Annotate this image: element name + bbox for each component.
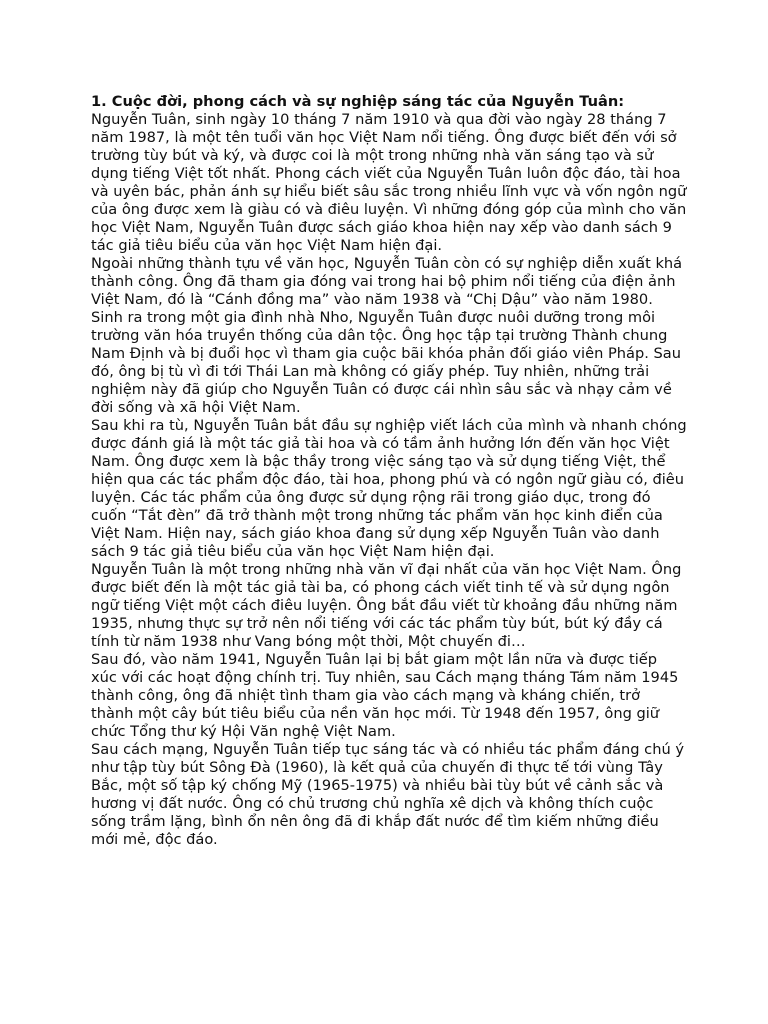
section-heading: 1. Cuộc đời, phong cách và sự nghiệp sáng tác của Nguyễn Tuân: bbox=[91, 93, 625, 110]
paragraph-later-works: Sau cách mạng, Nguyễn Tuân tiếp tục sáng tác và có nhiều tác phẩm đáng chú ý như tập tùy bút Sông Đà (1960), là kết quả của chuyến đi thực tế tới vùng Tây Bắc, một số tập ký chống Mỹ (1965-1975) và nhiều bài tùy bút về cảnh sắc và hương vị đất nước. Ông có chủ trương chủ nghĩa xê dịch và không thích cuộc sống trầm lặng, bình ổn nên ông đã đi khắp đất nước để tìm kiếm những điều mới mẻ, độc đáo. bbox=[91, 741, 684, 848]
paragraph-writing-career: Sau khi ra tù, Nguyễn Tuân bắt đầu sự nghiệp viết lách của mình và nhanh chóng được đánh giá là một tác giả tài hoa và có tầm ảnh hưởng lớn đến văn học Việt Nam. Ông được xem là bậc thầy trong việc sáng tạo và sử dụng tiếng Việt, thể hiện qua các tác phẩm độc đáo, tài hoa, phong phú và có ngôn ngữ giàu có, điêu luyện. Các tác phẩm của ông được sử dụng rộng rãi trong giáo dục, trong đó cuốn “Tắt đèn” đã trở thành một trong những tác phẩm văn học kinh điển của Việt Nam. Hiện nay, sách giáo khoa đang sử dụng xếp Nguyễn Tuân vào danh sách 9 tác giả tiêu biểu của văn học Việt Nam hiện đại. bbox=[91, 417, 687, 560]
paragraph-acting-career: Ngoài những thành tựu về văn học, Nguyễn Tuân còn có sự nghiệp diễn xuất khá thành công. Ông đã tham gia đóng vai trong hai bộ phim nổi tiếng của điện ảnh Việt Nam, đó là “Cánh đồng ma” vào năm 1938 và “Chị Dậu” vào năm 1980. bbox=[91, 255, 683, 308]
paragraph-early-life: Sinh ra trong một gia đình nhà Nho, Nguyễn Tuân được nuôi dưỡng trong môi trường văn hóa truyền thống của dân tộc. Ông học tập tại trường Thành chung Nam Định và bị đuổi học vì tham gia cuộc bãi khóa phản đối giáo viên Pháp. Sau đó, ông bị tù vì đi tới Thái Lan mà không có giấy phép. Tuy nhiên, những trải nghiệm này đã giúp cho Nguyễn Tuân có được cái nhìn sâu sắc và nhạy cảm về đời sống và xã hội Việt Nam. bbox=[91, 309, 681, 416]
paragraph-literary-style: Nguyễn Tuân là một trong những nhà văn vĩ đại nhất của văn học Việt Nam. Ông được biết đến là một tác giả tài ba, có phong cách viết tinh tế và sử dụng ngôn ngữ tiếng Việt một cách điêu luyện. Ông bắt đầu viết từ khoảng đầu những năm 1935, nhưng thực sự trở nên nổi tiếng với các tác phẩm tùy bút, bút ký đầy cá tính từ năm 1938 như Vang bóng một thời, Một chuyến đi… bbox=[91, 561, 682, 650]
paragraph-revolution: Sau đó, vào năm 1941, Nguyễn Tuân lại bị bắt giam một lần nữa và được tiếp xúc với các hoạt động chính trị. Tuy nhiên, sau Cách mạng tháng Tám năm 1945 thành công, ông đã nhiệt tình tham gia vào cách mạng và kháng chiến, trở thành một cây bút tiêu biểu của nền văn học mới. Từ 1948 đến 1957, ông giữ chức Tổng thư ký Hội Văn nghệ Việt Nam. bbox=[91, 651, 679, 740]
paragraph-biography: Nguyễn Tuân, sinh ngày 10 tháng 7 năm 1910 và qua đời vào ngày 28 tháng 7 năm 1987, là một tên tuổi văn học Việt Nam nổi tiếng. Ông được biết đến với sở trường tùy bút và ký, và được coi là một trong những nhà văn sáng tạo và sử dụng tiếng Việt tốt nhất. Phong cách viết của Nguyễn Tuân luôn độc đáo, tài hoa và uyên bác, phản ánh sự hiểu biết sâu sắc trong nhiều lĩnh vực và vốn ngôn ngữ của ông được xem là giàu có và điêu luyện. Vì những đóng góp của mình cho văn học Việt Nam, Nguyễn Tuân được sách giáo khoa hiện nay xếp vào danh sách 9 tác giả tiêu biểu của văn học Việt Nam hiện đại. bbox=[91, 111, 687, 254]
document-page bbox=[91, 93, 687, 849]
